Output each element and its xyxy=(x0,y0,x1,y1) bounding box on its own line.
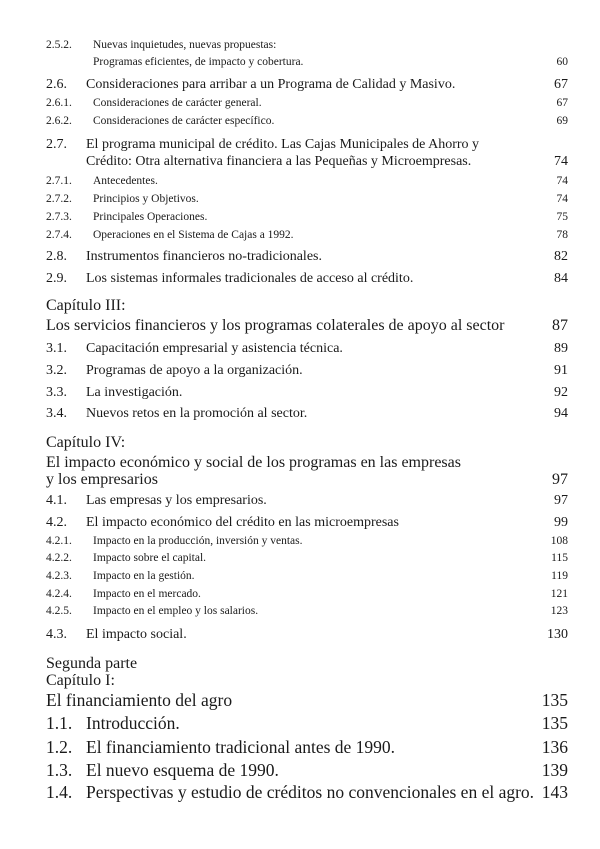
toc-entry-page: 94 xyxy=(554,406,568,421)
toc-entry-title: Consideraciones de carácter específico. xyxy=(93,116,275,127)
toc-entry-title: Programas de apoyo a la organización. xyxy=(86,364,303,378)
toc-entry xyxy=(46,536,568,548)
toc-entry xyxy=(46,272,568,286)
toc-entry-number: 4.2. xyxy=(46,515,67,530)
toc-entry-page: 75 xyxy=(556,211,568,223)
toc-entry xyxy=(46,784,568,802)
toc-entry-title: Impacto en la producción, inversión y ventas. xyxy=(93,536,303,547)
toc-entry-number: 1.2. xyxy=(46,737,73,757)
toc-entry xyxy=(46,364,568,378)
toc-entry-page: 67 xyxy=(554,77,568,92)
toc-entry-page: 97 xyxy=(552,471,568,488)
toc-entry-page: 74 xyxy=(554,154,568,169)
toc-entry-number: 2.9. xyxy=(46,271,67,286)
toc-entry-page: 78 xyxy=(556,229,568,241)
toc-entry-title: El programa municipal de crédito. Las Cajas Municipales de Ahorro y xyxy=(86,138,480,152)
toc-entry-number: 4.3. xyxy=(46,627,67,642)
toc-entry xyxy=(46,250,568,264)
toc-entry-page: 84 xyxy=(554,271,568,286)
toc-entry xyxy=(46,40,568,52)
toc-entry xyxy=(46,435,568,451)
toc-entry xyxy=(46,516,568,530)
toc-entry xyxy=(46,455,568,471)
toc-entry-page: 121 xyxy=(550,588,568,600)
toc-entry-title: El impacto económico y social de los programas en las empresas xyxy=(46,455,461,471)
toc-entry-title: El financiamiento tradicional antes de 1990. xyxy=(86,739,396,757)
toc-entry-number: 4.2.5. xyxy=(46,605,72,617)
toc-entry-number: 2.6.2. xyxy=(46,115,72,127)
toc-entry-title: Capítulo III: xyxy=(46,298,126,314)
toc-entry-number: 3.3. xyxy=(46,385,67,400)
toc-entry-title: Los sistemas informales tradicionales de acceso al crédito. xyxy=(86,272,414,286)
toc-entry xyxy=(46,194,568,206)
toc-entry xyxy=(46,589,568,601)
toc-entry-title: Capítulo I: xyxy=(46,673,115,689)
toc-entry-title: Segunda parte xyxy=(46,656,138,672)
toc-entry-title: Impacto en la gestión. xyxy=(93,571,195,582)
toc-entry-page: 136 xyxy=(541,737,568,757)
toc-entry-number: 4.1. xyxy=(46,493,67,508)
toc-entry xyxy=(46,318,568,334)
toc-entry-number: 4.2.1. xyxy=(46,535,72,547)
toc-entry-number: 2.8. xyxy=(46,249,67,264)
toc-entry xyxy=(46,571,568,583)
toc-entry-page: 143 xyxy=(541,782,568,802)
toc-entry-number: 3.4. xyxy=(46,406,67,421)
toc-entry-number: 2.7.1. xyxy=(46,175,72,187)
toc-entry xyxy=(46,739,568,757)
toc-entry-title: Capacitación empresarial y asistencia técnica. xyxy=(86,342,343,356)
toc-entry-title: Principales Operaciones. xyxy=(93,212,208,223)
toc-entry-page: 97 xyxy=(554,493,568,508)
toc-entry-page: 99 xyxy=(554,515,568,530)
toc-entry-title: Impacto en el mercado. xyxy=(93,589,201,600)
toc-entry-title: Principios y Objetivos. xyxy=(93,194,199,205)
toc-entry-number: 1.3. xyxy=(46,760,73,780)
toc-entry-page: 74 xyxy=(556,175,568,187)
toc-entry-page: 89 xyxy=(554,341,568,356)
toc-entry-title: Consideraciones de carácter general. xyxy=(93,98,262,109)
toc-entry xyxy=(46,342,568,356)
toc-entry xyxy=(46,673,568,689)
toc-entry xyxy=(46,116,568,128)
toc-entry xyxy=(46,298,568,314)
toc-entry-page: 119 xyxy=(551,570,568,582)
toc-entry-title: Las empresas y los empresarios. xyxy=(86,494,267,508)
toc-entry-page: 135 xyxy=(541,690,568,710)
toc-entry xyxy=(46,656,568,672)
toc-entry xyxy=(46,628,568,642)
toc-entry-title: El impacto social. xyxy=(86,628,187,642)
toc-entry xyxy=(46,407,568,421)
toc-entry-title: y los empresarios xyxy=(46,472,158,488)
toc-entry xyxy=(46,494,568,508)
toc-entry-number: 3.1. xyxy=(46,341,67,356)
toc-entry-title: Consideraciones para arribar a un Programa de Calidad y Masivo. xyxy=(86,78,456,92)
toc-entry-number: 3.2. xyxy=(46,363,67,378)
toc-entry-title: Impacto sobre el capital. xyxy=(93,553,207,564)
toc-entry-number: 2.7.3. xyxy=(46,211,72,223)
toc-entry-page: 82 xyxy=(554,249,568,264)
toc-entry xyxy=(46,230,568,242)
toc-entry xyxy=(46,155,568,169)
toc-entry xyxy=(46,386,568,400)
toc-entry-title: Impacto en el empleo y los salarios. xyxy=(93,606,259,617)
toc-entry-number: 1.1. xyxy=(46,713,73,733)
toc-entry xyxy=(46,57,568,69)
toc-entry-page: 74 xyxy=(556,193,568,205)
toc-entry xyxy=(46,78,568,92)
toc-entry-title: Nuevas inquietudes, nuevas propuestas: xyxy=(93,40,277,51)
toc-entry-page: 60 xyxy=(556,56,568,68)
toc-entry-title: Los servicios financieros y los programas colaterales de apoyo al sector xyxy=(46,318,505,334)
toc-entry-page: 69 xyxy=(556,115,568,127)
toc-entry-title: Antecedentes. xyxy=(93,176,158,187)
toc-entry xyxy=(46,692,568,710)
toc-entry xyxy=(46,472,568,488)
toc-entry-number: 4.2.3. xyxy=(46,570,72,582)
toc-entry-page: 123 xyxy=(550,605,568,617)
toc-entry-title: El financiamiento del agro xyxy=(46,692,233,710)
toc-entry-number: 4.2.2. xyxy=(46,552,72,564)
toc-entry-number: 2.6. xyxy=(46,77,67,92)
toc-entry xyxy=(46,98,568,110)
toc-entry-page: 139 xyxy=(541,760,568,780)
toc-entry-number: 2.6.1. xyxy=(46,97,72,109)
toc-entry xyxy=(46,715,568,733)
toc-entry xyxy=(46,212,568,224)
toc-entry-number: 2.7.2. xyxy=(46,193,72,205)
toc-entry-title: El nuevo esquema de 1990. xyxy=(86,762,279,780)
toc-entry-title: Introducción. xyxy=(86,715,180,733)
toc-entry xyxy=(46,606,568,618)
toc-entry xyxy=(46,553,568,565)
toc-entry-title: Capítulo IV: xyxy=(46,435,126,451)
toc-entry xyxy=(46,762,568,780)
toc-entry-page: 115 xyxy=(551,552,568,564)
toc-entry-title: El impacto económico del crédito en las microempresas xyxy=(86,516,399,530)
toc-entry-number: 4.2.4. xyxy=(46,588,72,600)
toc-entry-page: 91 xyxy=(554,363,568,378)
toc-entry-number: 2.7. xyxy=(46,137,67,152)
toc-entry-page: 130 xyxy=(547,627,568,642)
toc-entry xyxy=(46,138,568,152)
toc-entry-title: Crédito: Otra alternativa financiera a las Pequeñas y Microempresas. xyxy=(86,155,472,169)
toc-entry-number: 2.5.2. xyxy=(46,39,72,51)
toc-entry xyxy=(46,176,568,188)
toc-entry-number: 2.7.4. xyxy=(46,229,72,241)
toc-entry-title: Nuevos retos en la promoción al sector. xyxy=(86,407,308,421)
toc-entry-title: Operaciones en el Sistema de Cajas a 1992. xyxy=(93,230,294,241)
toc-entry-title: La investigación. xyxy=(86,386,183,400)
toc-entry-number: 1.4. xyxy=(46,782,73,802)
toc-entry-page: 67 xyxy=(556,97,568,109)
toc-entry-page: 135 xyxy=(541,713,568,733)
toc-entry-page: 87 xyxy=(552,317,568,334)
toc-entry-title: Programas eficientes, de impacto y cobertura. xyxy=(93,57,304,68)
toc-entry-page: 92 xyxy=(554,385,568,400)
toc-entry-title: Instrumentos financieros no-tradicionales. xyxy=(86,250,322,264)
toc-entry-title: Perspectivas y estudio de créditos no convencionales en el agro. xyxy=(86,784,534,802)
toc-entry-page: 108 xyxy=(550,535,568,547)
